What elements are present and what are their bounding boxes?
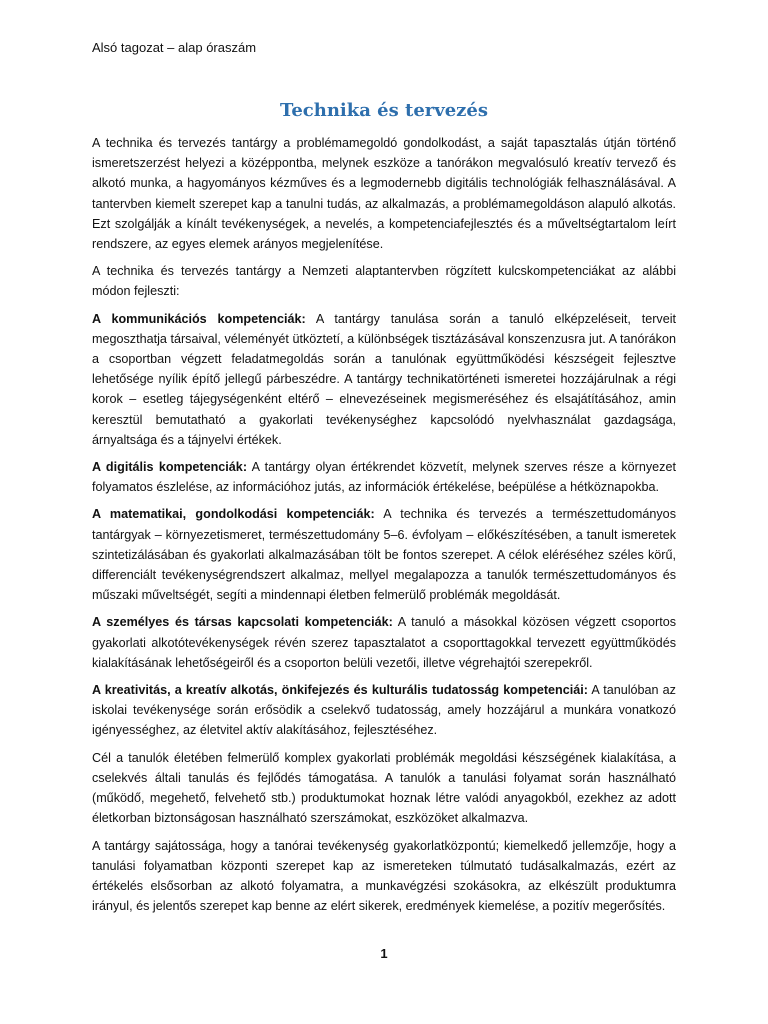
paragraph-goal: [92, 748, 676, 829]
paragraph-lead: A személyes és társas kapcsolati kompetenciák:: [92, 615, 393, 630]
paragraph-lead: A kreativitás, a kreatív alkotás, önkifejezés és kulturális tudatosság kompetenciái:: [92, 683, 588, 698]
paragraph-text: A technika és tervezés a természettudományos tantárgyak – környezetismeret, természettudomány 5–6. évfolyam – előkészítésében, a tanult ismeretek szintetizálásában és gyakorlati alkalmazásában tölt be fontos szerepet. A célok eléréséhez széles körű, differenciált tevékenységrendszert alkalmaz, mellyel megalapozza a tanulók természettudományos és műszaki műveltségét, segíti a mindennapi életben felmerülő problémák megoldását.: [92, 507, 676, 603]
paragraph-text: Cél a tanulók életében felmerülő komplex gyakorlati problémák megoldási készségének kialakítása, a cselekvés általi tanulás és fejlődés támogatása. A tanulók a tanulási folyamat során használható (működő, megehető, felvehető stb.) produktumokat hoznak létre valódi anyagokból, ezekhez az adott életkorban biztonságosan használható szerszámokat, eszközöket alkalmazva.: [92, 750, 676, 826]
paragraph-text: A tanuló a másokkal közösen végzett csoportos gyakorlati alkotótevékenységek révén szerez tapasztalatot a csoporttagokkal tervezett együttműködés kialakításának lehetőségeiről és a csoporton belüli vezetői, illetve végrehajtói szerepekről.: [92, 615, 676, 670]
paragraph-lead: A matematikai, gondolkodási kompetenciák:: [92, 507, 375, 522]
paragraph-digital: [92, 457, 676, 497]
paragraph-intro: [92, 133, 676, 254]
page-title: Technika és tervezés: [280, 100, 488, 121]
paragraph-text: A tantárgy sajátossága, hogy a tanórai tevékenység gyakorlatközpontú; kiemelkedő jellemzője, hogy a tanulási folyamatban központi szerepet kap az ismereteken túlmutató tudásalkalmazás, ezért az értékelés elsősorban az alkotó folyamatra, a munkavégzési szokásokra, az elkészült produktumra irányul, és jelentős szerepet kap benne az elért sikerek, eredmények kiemelése, a pozitív megerősítés.: [92, 838, 676, 914]
page-number: 1: [380, 946, 388, 961]
paragraph-text: A tantárgy olyan értékrendet közvetít, melynek szerves része a környezet folyamatos észlelése, az információhoz jutás, az információk értékelése, beépülése a hétköznapokba.: [92, 460, 676, 495]
paragraph-text: A technika és tervezés tantárgy a Nemzeti alaptantervben rögzített kulcskompetenciákat az alábbi módon fejleszti:: [92, 264, 676, 299]
paragraph-text: A tantárgy tanulása során a tanuló elképzeléseit, terveit megoszthatja társaival, véleményét ütköztetí, a különbségek tisztázásával konszenzusra jut. A tanórákon a csoportban végzett feladatmegoldás során a tanulónak együttműködési készségeit fejlesztve lehetősége nyílik építő jellegű párbeszédre. A tantárgy technikatörténeti ismeretei hozzájárulnak a régi korok – esetleg tájegységenként eltérő – elnevezéseinek megismeréséhez és elsajátításához, amin keresztül bemutatható a gyakorlati tevékenységhez kapcsolódó nyelvhasználat gazdagsága, árnyaltsága és a tájnyelvi értékek.: [92, 311, 677, 447]
paragraph-text: A technika és tervezés tantárgy a problémamegoldó gondolkodást, a saját tapasztalás útján történő ismeretszerzést helyezi a középpontba, melynek eszköze a tanórákon megvalósuló kreatív tervező és alkotó munka, a hagyományos kézműves és a legmodernebb digitális technológiák felhasználásával. A tantervben kiemelt szerepet kap a tanulni tudás, az alkalmazás, a problémamegoldáson alapuló alkotás. Ezt szolgálják a kínált tevékenységek, a nevelés, a kompetenciafejlesztés és a műveltségtartalom leírt rendszere, az egyes elemek arányos megjelenítése.: [92, 136, 676, 252]
paragraph-math: [92, 504, 676, 605]
paragraph-lead: A digitális kompetenciák:: [92, 460, 248, 475]
paragraph-competencies-intro: [92, 261, 676, 301]
running-header: Alsó tagozat – alap óraszám: [92, 40, 257, 55]
paragraph-social: [92, 612, 676, 673]
paragraph-text: A tanulóban az iskolai tevékenysége során erősödik a cselekvő tudatosság, amely hozzájárul a munkára vonatkozó igényességhez, az életvitel aktív alakításához, fejlesztéséhez.: [92, 683, 676, 738]
paragraph-communication: [92, 309, 676, 450]
paragraph-characteristics: [92, 836, 676, 917]
document-body: [92, 133, 676, 923]
paragraph-lead: A kommunikációs kompetenciák:: [92, 311, 306, 326]
paragraph-creativity: [92, 680, 676, 741]
